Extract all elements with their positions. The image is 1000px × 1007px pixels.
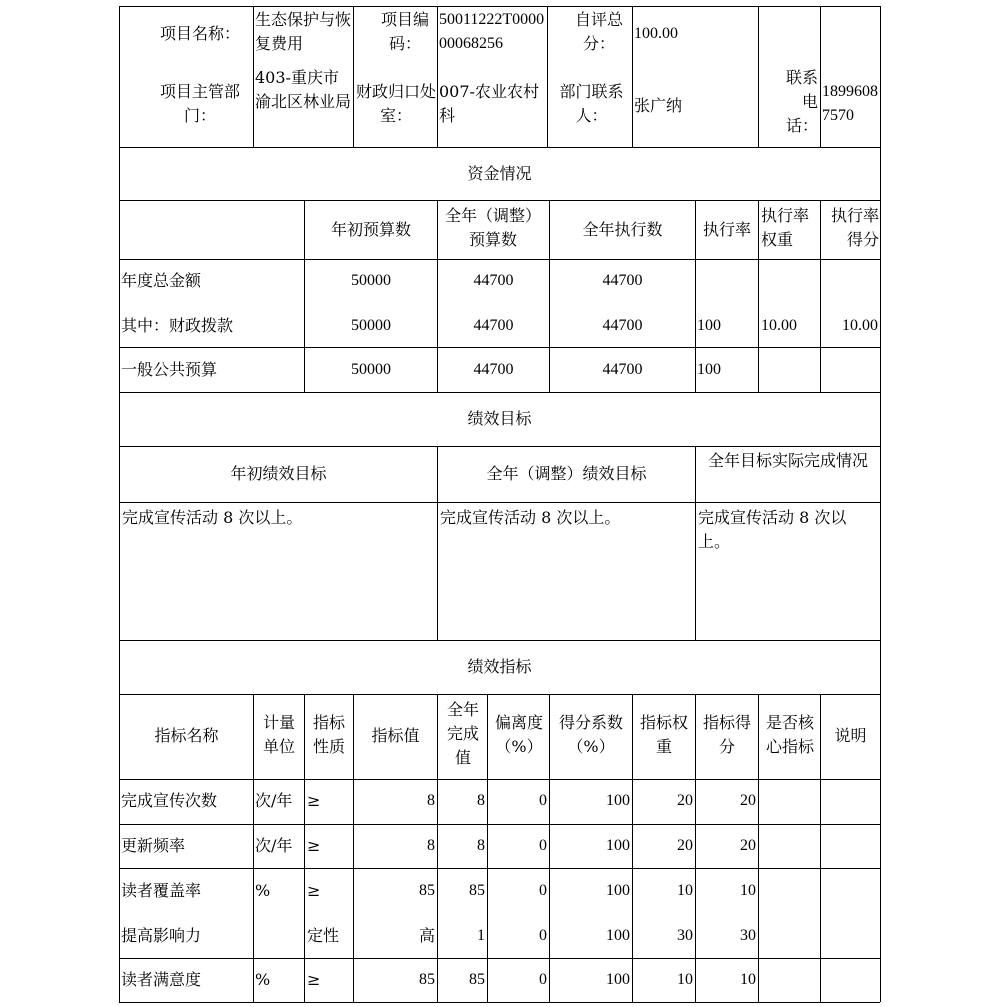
ind-row-name: 读者满意度 xyxy=(121,970,202,989)
grid-line xyxy=(119,779,880,780)
fund-row-budget: 50000 xyxy=(351,272,391,289)
fund-row-executed: 44700 xyxy=(602,361,643,378)
ind-row-score: 20 xyxy=(740,837,756,854)
ind-row-name: 更新频率 xyxy=(121,836,186,855)
ind-row-target: 85 xyxy=(419,971,435,988)
ind-row-unit: % xyxy=(255,881,271,900)
fund-row-adjusted: 44700 xyxy=(473,361,514,378)
ind-row-nature: ≥ xyxy=(307,791,321,810)
fund-row-label: 一般公共预算 xyxy=(121,360,218,379)
ind-header-core: 是否核心指标 xyxy=(765,713,814,756)
self-score-value: 100.00 xyxy=(634,25,678,42)
ind-row-coef: 100 xyxy=(606,792,630,809)
ind-header-weight: 指标权重 xyxy=(639,713,688,756)
grid-line xyxy=(253,6,254,147)
ind-row-target: 高 xyxy=(418,926,435,945)
ind-row-weight: 30 xyxy=(677,927,693,944)
ind-row-weight: 10 xyxy=(677,971,693,988)
goals-header-initial: 年初绩效目标 xyxy=(230,464,327,483)
ind-row-deviation: 0 xyxy=(539,971,547,988)
grid-line xyxy=(119,6,120,1002)
funds-header-rate: 执行率 xyxy=(702,220,751,239)
ind-header-nature: 指标性质 xyxy=(312,713,345,756)
project-code-value: 50011222T000000068256 xyxy=(439,11,545,52)
ind-header-score: 指标得分 xyxy=(702,713,751,756)
grid-line xyxy=(758,200,759,392)
goal-initial-text: 完成宣传活动 8 次以上。 xyxy=(122,508,303,527)
grid-line xyxy=(119,200,880,201)
project-name-value: 生态保护与恢复费用 xyxy=(255,10,352,53)
grid-line xyxy=(758,694,759,1002)
ind-row-score: 30 xyxy=(740,927,756,944)
indicators-section-title: 绩效指标 xyxy=(467,657,532,676)
ind-row-score: 20 xyxy=(740,792,756,809)
ind-header-note: 说明 xyxy=(834,726,867,745)
grid-line xyxy=(437,6,438,147)
funds-header-executed: 全年执行数 xyxy=(582,220,663,239)
ind-row-deviation: 0 xyxy=(539,837,547,854)
grid-line xyxy=(119,502,880,503)
dept-value: 403-重庆市渝北区林业局 xyxy=(255,68,352,111)
ind-row-actual: 8 xyxy=(477,837,485,854)
funds-header-score: 执行率得分 xyxy=(830,206,879,249)
fund-row-adjusted: 44700 xyxy=(473,272,514,289)
goals-section-title: 绩效目标 xyxy=(467,409,532,428)
grid-line xyxy=(119,1002,880,1003)
ind-header-deviation: 偏离度（%） xyxy=(494,713,543,756)
ind-row-name: 完成宣传次数 xyxy=(121,791,218,810)
ind-row-weight: 10 xyxy=(677,882,693,899)
contact-label: 部门联系人： xyxy=(559,82,624,125)
grid-line xyxy=(253,694,254,1002)
ind-row-nature: 定性 xyxy=(307,926,340,945)
grid-line xyxy=(304,694,305,1002)
funds-header-budget: 年初预算数 xyxy=(330,220,411,239)
ind-row-unit: 次/年 xyxy=(255,791,293,810)
ind-row-score: 10 xyxy=(740,882,756,899)
self-score-label: 自评总分： xyxy=(574,10,623,53)
ind-row-name: 提高影响力 xyxy=(121,926,202,945)
grid-line xyxy=(632,6,633,147)
finance-office-value: 007-农业农村科 xyxy=(439,82,539,125)
goal-adjusted-text: 完成宣传活动 8 次以上。 xyxy=(440,508,621,527)
ind-row-weight: 20 xyxy=(677,792,693,809)
ind-row-target: 8 xyxy=(427,792,435,809)
ind-row-deviation: 0 xyxy=(539,927,547,944)
ind-row-weight: 20 xyxy=(677,837,693,854)
ind-header-unit: 计量单位 xyxy=(262,713,295,756)
grid-line xyxy=(353,6,354,147)
ind-row-target: 8 xyxy=(427,837,435,854)
fund-row-label: 其中：财政拨款 xyxy=(121,316,234,335)
grid-line xyxy=(119,347,880,348)
funds-header-weight: 执行率权重 xyxy=(761,206,810,249)
funds-section-title: 资金情况 xyxy=(467,164,532,183)
finance-office-label: 财政归口处室： xyxy=(356,82,437,125)
grid-line xyxy=(119,6,880,7)
ind-row-nature: ≥ xyxy=(307,836,321,855)
grid-line xyxy=(119,958,880,959)
ind-row-actual: 85 xyxy=(469,882,485,899)
fund-row-score: 10.00 xyxy=(842,317,878,334)
ind-row-unit: 次/年 xyxy=(255,836,293,855)
phone-value: 18996087570 xyxy=(822,83,878,124)
fund-row-executed: 44700 xyxy=(602,272,643,289)
grid-line xyxy=(758,6,759,147)
grid-line xyxy=(119,640,880,641)
ind-row-coef: 100 xyxy=(606,971,630,988)
project-code-label: 项目编码： xyxy=(380,10,429,53)
fund-row-budget: 50000 xyxy=(351,361,391,378)
fund-row-budget: 50000 xyxy=(351,317,391,334)
dept-label: 项目主管部门： xyxy=(159,82,240,125)
fund-row-rate: 100 xyxy=(697,361,721,378)
fund-row-executed: 44700 xyxy=(602,317,643,334)
fund-row-rate: 100 xyxy=(697,317,721,334)
ind-row-coef: 100 xyxy=(606,927,630,944)
grid-line xyxy=(119,868,880,869)
funds-header-adjusted: 全年（调整）预算数 xyxy=(444,206,541,249)
contact-value: 张广纳 xyxy=(634,96,683,115)
grid-line xyxy=(119,824,880,825)
ind-row-actual: 8 xyxy=(477,792,485,809)
ind-row-unit: % xyxy=(255,970,271,989)
grid-line xyxy=(547,6,548,147)
ind-row-deviation: 0 xyxy=(539,792,547,809)
ind-row-score: 10 xyxy=(740,971,756,988)
phone-label: 联系电话： xyxy=(785,68,818,135)
project-name-label: 项目名称： xyxy=(159,24,240,43)
goals-header-adjusted: 全年（调整）绩效目标 xyxy=(486,464,647,483)
grid-line xyxy=(119,147,880,148)
ind-row-actual: 1 xyxy=(477,927,485,944)
grid-line xyxy=(119,259,880,260)
grid-line xyxy=(695,446,696,640)
grid-line xyxy=(119,446,880,447)
ind-header-name: 指标名称 xyxy=(154,726,219,745)
fund-row-weight: 10.00 xyxy=(761,317,797,334)
ind-row-nature: ≥ xyxy=(307,881,321,900)
ind-row-nature: ≥ xyxy=(307,970,321,989)
ind-row-coef: 100 xyxy=(606,837,630,854)
grid-line xyxy=(119,694,880,695)
fund-row-label: 年度总金额 xyxy=(121,271,202,290)
goal-actual-text: 完成宣传活动 8 次以上。 xyxy=(698,508,847,551)
ind-header-target: 指标值 xyxy=(371,726,420,745)
ind-header-actual: 全年完成值 xyxy=(446,700,479,767)
fund-row-adjusted: 44700 xyxy=(473,317,514,334)
ind-header-coef: 得分系数（%） xyxy=(558,713,623,756)
goals-header-actual: 全年目标实际完成情况 xyxy=(707,451,868,470)
grid-line xyxy=(119,392,880,393)
ind-row-name: 读者覆盖率 xyxy=(121,881,202,900)
grid-line xyxy=(820,6,821,147)
ind-row-deviation: 0 xyxy=(539,882,547,899)
ind-row-actual: 85 xyxy=(469,971,485,988)
grid-line xyxy=(880,6,881,1002)
ind-row-coef: 100 xyxy=(606,882,630,899)
ind-row-target: 85 xyxy=(419,882,435,899)
